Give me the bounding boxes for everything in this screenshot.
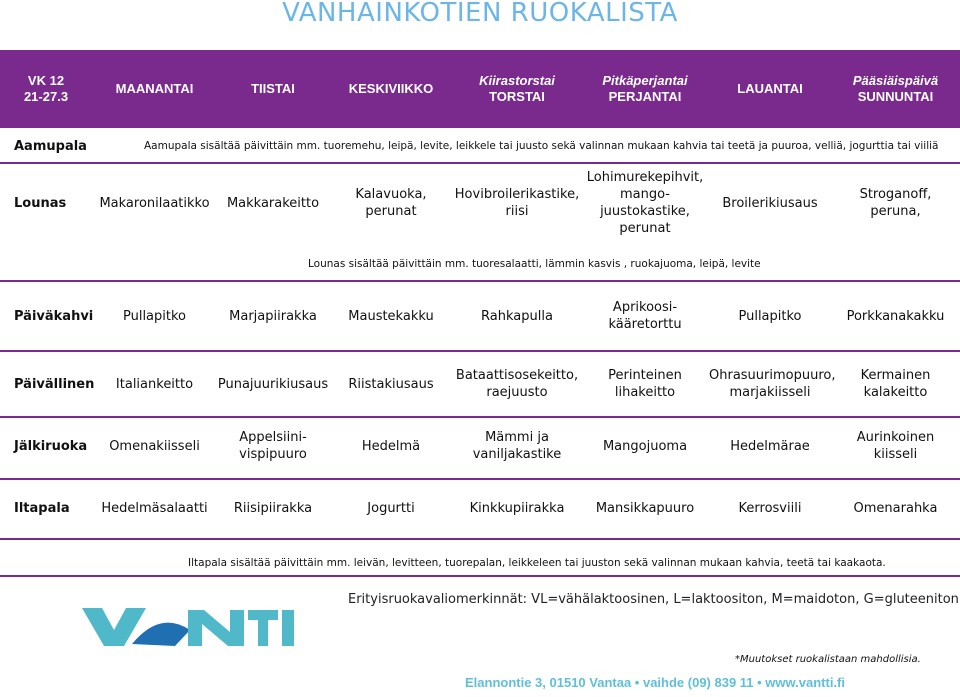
menu-cell: Kalavuoka, perunat [355, 187, 427, 219]
menu-cell: Omenakiisseli [109, 438, 200, 454]
iltapala-note: Iltapala sisältää päivittäin mm. leivän, levitteen, tuorepalan, leikkeleen tai juuston sekä valinnan mukaan kahvia, teetä tai kaakaota. [188, 557, 886, 569]
menu-cell: Mangojuoma [602, 438, 688, 454]
menu-cell: Broilerikiusaus [722, 195, 818, 211]
week-dates: 21-27.3 [23, 89, 69, 104]
lounas-note: Lounas sisältää päivittäin mm. tuoresalaatti, lämmin kasvis , ruokajuoma, leipä, levite [308, 258, 761, 270]
menu-cell: Riisipiirakka [233, 500, 313, 516]
row-label: Jälkiruoka [14, 438, 88, 454]
divider [0, 280, 960, 282]
day-header-friday: Pitkäperjantai PERJANTAI [602, 73, 688, 104]
day-header-sunday: Pääsiäispäivä SUNNUNTAI [852, 73, 939, 104]
row-paivakahvi [0, 294, 960, 338]
menu-cell: Bataattisosekeitto, raejuusto [455, 368, 579, 400]
row-label: Iltapala [14, 500, 70, 516]
divider [0, 478, 960, 480]
menu-cell: Lohimurekepihvit, mango- juustokastike, perunat [586, 170, 704, 236]
menu-cell: Italiankeitto [115, 376, 194, 392]
row-paivallinen [0, 364, 960, 404]
divider [0, 350, 960, 352]
page-title: VANHAINKOTIEN RUOKALISTA [282, 0, 678, 28]
menu-cell: Perinteinen lihakeitto [608, 368, 682, 400]
menu-cell: Pullapitko [122, 308, 187, 324]
menu-cell: Makaronilaatikko [99, 195, 210, 211]
menu-cell: Hedelmä [361, 438, 421, 454]
row-label: Päivällinen [14, 376, 95, 392]
menu-cell: Punajuurikiusaus [217, 376, 329, 392]
menu-cell: Aprikoosi- kääretorttu [608, 300, 682, 332]
menu-cell: Makkarakeitto [226, 195, 320, 211]
menu-cell: Rahkapulla [481, 308, 553, 324]
menu-cell: Hovibroilerikastike, riisi [454, 187, 580, 219]
special-diets-legend: Erityisruokavaliomerkinnät: VL=vähälaktoosinen, L=laktoositon, M=maidoton, G=gluteeniton [348, 592, 959, 607]
day-header-tuesday: TIISTAI [251, 81, 295, 96]
week-number: VK 12 [27, 73, 65, 88]
divider [0, 575, 960, 577]
divider [0, 416, 960, 418]
menu-cell: Aurinkoinen kiisseli [856, 430, 935, 462]
menu-cell: Porkkanakakku [846, 308, 945, 324]
aamupala-text: Aamupala sisältää päivittäin mm. tuoremehu, leipä, levite, leikkele tai juusto sekä valinnan mukaan kahvia tai teetä ja puuroa, velliä, jogurttia tai viiliä [144, 140, 939, 152]
menu-cell: Mämmi ja vaniljakastike [472, 430, 562, 462]
footer-contact: Elannontie 3, 01510 Vantaa • vaihde (09) 839 11 • www.vantti.fi [465, 675, 845, 690]
menu-cell: Riistakiusaus [348, 376, 434, 392]
menu-cell: Kinkkupiirakka [469, 500, 565, 516]
menu-cell: Ohrasuurimopuuro, marjakiisseli [709, 368, 836, 400]
menu-cell: Marjapiirakka [229, 308, 317, 324]
row-aamupala [0, 137, 960, 155]
vantti-logo [80, 600, 305, 650]
menu-header [0, 50, 960, 128]
menu-cell: Omenarahka [853, 500, 938, 516]
changes-note: *Muutokset ruokalistaan mahdollisia. [735, 654, 921, 665]
week-label [0, 73, 92, 105]
divider [0, 162, 960, 164]
menu-cell: Hedelmäsalaatti [101, 500, 208, 516]
menu-cell: Pullapitko [738, 308, 802, 324]
day-header-thursday: Kiirastorstai TORSTAI [479, 73, 555, 104]
menu-cell: Maustekakku [348, 308, 434, 324]
menu-cell: Hedelmärae [730, 438, 810, 454]
menu-cell: Appelsiini- vispipuuro [239, 430, 307, 462]
day-header-saturday: LAUANTAI [737, 81, 803, 96]
day-header-wednesday: KESKIVIIKKO [348, 81, 434, 96]
menu-cell: Kerrosviili [738, 500, 802, 516]
row-jalkiruoka [0, 426, 960, 466]
row-label: Aamupala [14, 138, 87, 154]
row-iltapala [0, 498, 960, 518]
day-header-monday: MAANANTAI [115, 81, 194, 96]
menu-cell: Jogurtti [367, 500, 415, 516]
row-label: Päiväkahvi [14, 308, 94, 324]
row-label: Lounas [14, 195, 67, 211]
menu-cell: Kermainen kalakeitto [860, 368, 931, 400]
menu-cell: Mansikkapuuro [595, 500, 695, 516]
divider [0, 538, 960, 540]
row-lounas [0, 165, 960, 241]
menu-cell: Stroganoff, peruna, [859, 187, 932, 219]
